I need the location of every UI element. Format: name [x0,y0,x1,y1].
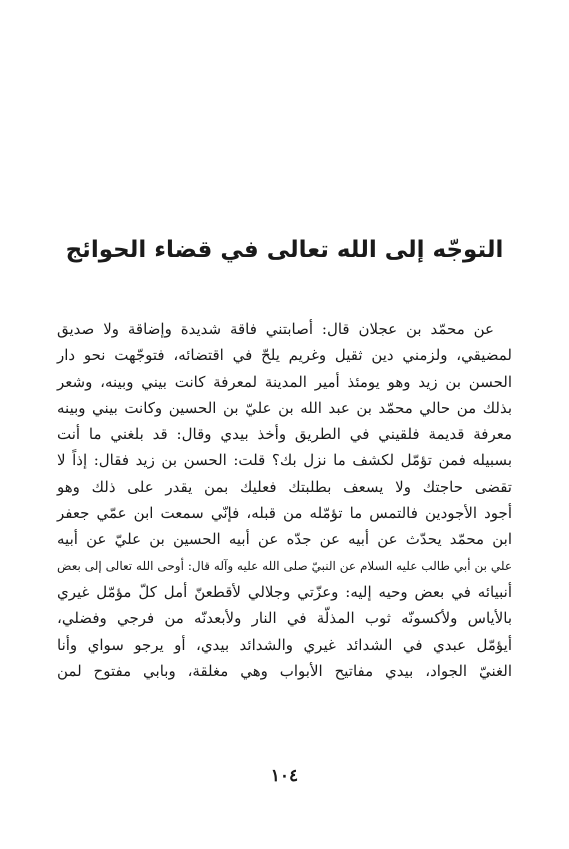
page-number: ١٠٤ [270,766,299,786]
text-line: عن محمّد بن عجلان قال: أصابتني فاقة شديدة وإضاقة ولا صديق [57,320,494,338]
text-line: لمضيقي، ولزمني دين ثقيل وغريم يلحّ في اقتضائه، فتوجّهت نحو دار [57,346,512,365]
text-line: أجود الأجودين فالتمس ما تؤمّله من قبله، فإنّي سمعت ابن عمّي جعفر [57,504,512,523]
text-line: الغنيّ الجواد، بيدي مفاتيح الأبواب وهي مغلقة، وبابي مفتوح لمن [57,661,512,680]
chapter-title: التوجّه إلى الله تعالى في قضاء الحوائج [65,237,504,263]
text-line: بسبيله فمن تؤمّل لكشف ما نزل بك؟ قلت: الحسن بن زيد فقال: إذاً لا [57,451,512,470]
text-line: تقضى حاجتك ولا يسعف بطلبتك فعليك بمن يقدر على ذلك وهو [57,477,512,496]
text-line: بذلك من حالي محمّد بن عبد الله بن عليّ بن الحسين وكانت بيني وبينه [57,398,512,417]
text-line: أنبيائه في بعض وحيه إليه: وعزّتي وجلالي لأقطعنّ أمل كلّ مؤمّل غيري [57,582,512,601]
text-line: معرفة قديمة فلقيني في الطريق وأخذ بيدي وقال: قد بلغني ما أنت [57,425,512,444]
text-line: ابن محمّد يحدّث عن أبيه عن جدّه عن أبيه الحسين بن عليّ عن أبيه [57,530,512,549]
text-line: أيؤمّل عبدي في الشدائد غيري والشدائد بيدي، أو يرجو سواي وأنا [57,635,512,654]
text-line: علي بن أبي طالب عليه السلام عن النبيّ صلى الله عليه وآله قال: أوحى الله تعالى إلى بعض [57,558,512,573]
text-line: بالأياس ولأكسونّه ثوب المذلّة في النار ولأبعدنّه من فرجي وفضلي، [57,609,512,628]
text-line: الحسن بن زيد وهو يومئذ أمير المدينة لمعرفة كانت بيني وبينه، وشعر [57,372,512,391]
body-paragraph [57,316,512,684]
